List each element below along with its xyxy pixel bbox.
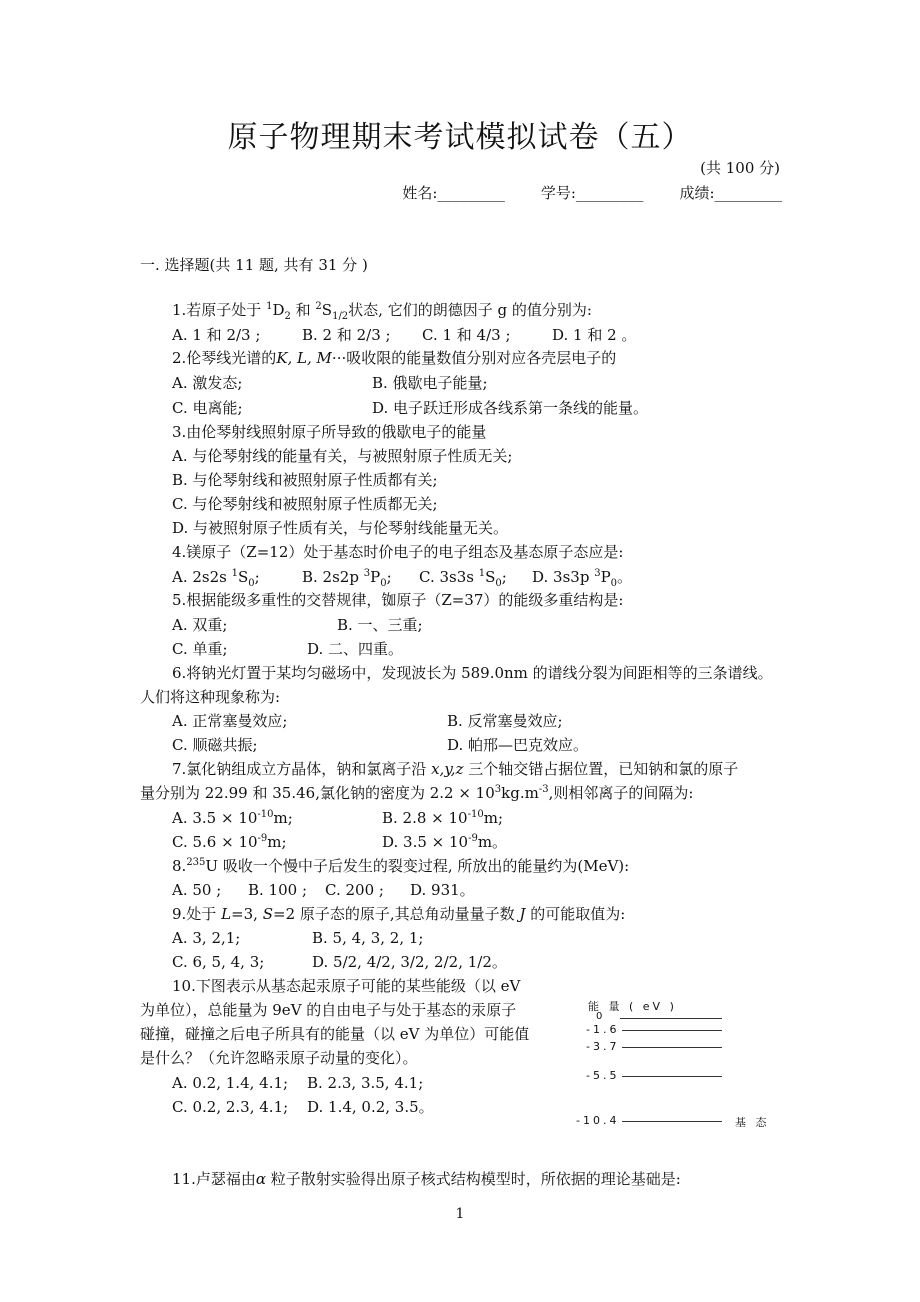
q10-option-d: D. 1.4, 0.2, 3.5。 xyxy=(307,1098,434,1116)
question-1-stem: 1.若原子处于 $^1D_2$ 和 $^2S_{1/2}$状态, 它们的朗德因子 g 的值分别为: xyxy=(172,301,592,322)
level-line-2 xyxy=(622,1047,722,1048)
q1-option-b: B. 2 和 2/3 ; xyxy=(302,326,391,344)
score-field-label: 成绩:_________ xyxy=(679,184,782,202)
q10-option-b: B. 2.3, 3.5, 4.1; xyxy=(307,1074,424,1092)
q3-option-c: C. 与伦琴射线和被照射原子性质都无关; xyxy=(172,495,438,513)
question-8-stem: 8.$^{235}$U 吸收一个慢中子后发生的裂变过程, 所放出的能量约为(MeV): xyxy=(172,857,630,875)
student-info-line xyxy=(402,182,782,203)
page-title: 原子物理期末考试模拟试卷（五） xyxy=(227,120,693,155)
level-line-1 xyxy=(622,1030,722,1031)
q10-option-a: A. 0.2, 1.4, 4.1; xyxy=(172,1074,289,1092)
question-11-stem: 11.卢瑟福由α 粒子散射实验得出原子核式结构模型时，所依据的理论基础是: xyxy=(172,1170,681,1188)
question-2-stem: 2.伦琴线光谱的K, L, M···吸收限的能量数值分别对应各壳层电子的 xyxy=(172,349,617,367)
q9-option-b: B. 5, 4, 3, 2, 1; xyxy=(312,929,424,947)
q8-option-d: D. 931。 xyxy=(410,881,475,899)
q7-option-a: A. $3.5 \times 10^{-10}m$; xyxy=(172,809,293,827)
q7-option-d: D. $3.5 \times 10^{-9}m$。 xyxy=(382,833,508,851)
level-line-4 xyxy=(622,1121,722,1122)
q2-option-c: C. 电离能; xyxy=(172,399,243,417)
level-label-0: 0 xyxy=(596,1011,606,1022)
q4-option-b: B. 2s2p $^3P_0$; xyxy=(302,568,392,589)
question-6-stem-cont: 人们将这种现象称为: xyxy=(140,688,281,706)
q2-option-b: B. 俄歇电子能量; xyxy=(372,374,488,392)
q7-option-c: C. $5.6 \times 10^{-9}m$; xyxy=(172,833,287,851)
q1-option-d: D. 1 和 2 。 xyxy=(552,326,637,344)
level-label-1: -1.6 xyxy=(586,1023,620,1036)
level-label-4: -10.4 xyxy=(576,1114,620,1127)
q3-option-a: A. 与伦琴射线的能量有关，与被照射原子性质无关; xyxy=(172,447,513,465)
q4-option-a: A. 2s2s $^1S_0$; xyxy=(172,568,260,589)
total-points: (共 100 分) xyxy=(700,159,780,177)
question-10-stem-line2: 为单位），总能量为 9eV 的自由电子与处于基态的汞原子 xyxy=(140,1001,517,1019)
q4-option-d: D. 3s3p $^3P_0$。 xyxy=(532,568,633,589)
ground-state-label: 基 态 xyxy=(735,1116,770,1129)
q9-option-c: C. 6, 5, 4, 3; xyxy=(172,953,265,971)
q3-option-b: B. 与伦琴射线和被照射原子性质都有关; xyxy=(172,471,438,489)
section-heading: 一. 选择题(共 11 题, 共有 31 分 ) xyxy=(140,256,368,274)
question-9-stem: 9.处于 L=3, S=2 原子态的原子,其总角动量量子数 J 的可能取值为: xyxy=(172,905,626,923)
student-id-field-label: 学号:_________ xyxy=(540,184,644,202)
q2-option-a: A. 激发态; xyxy=(172,374,243,392)
q10-option-c: C. 0.2, 2.3, 4.1; xyxy=(172,1098,289,1116)
question-10-stem-line3: 碰撞，碰撞之后电子所具有的能量（以 eV 为单位）可能值 xyxy=(140,1025,530,1043)
level-label-3: -5.5 xyxy=(586,1069,620,1082)
q5-option-a: A. 双重; xyxy=(172,616,228,634)
question-3-stem: 3.由伦琴射线照射原子所导致的俄歇电子的能量 xyxy=(172,423,487,441)
q8-option-c: C. 200 ; xyxy=(325,881,384,899)
q6-option-a: A. 正常塞曼效应; xyxy=(172,712,288,730)
question-7-stem: 7.氯化钠组成立方晶体，钠和氯离子沿 x,y,z 三个轴交错占据位置，已知钠和氯的原子 xyxy=(172,760,739,778)
q6-option-b: B. 反常塞曼效应; xyxy=(447,712,563,730)
level-label-2: -3.7 xyxy=(586,1040,620,1053)
question-6-stem: 6.将钠光灯置于某均匀磁场中，发现波长为 589.0nm 的谱线分裂为间距相等的三条谱线。 xyxy=(172,664,773,682)
energy-level-diagram xyxy=(570,993,800,1133)
question-10-stem-line4: 是什么？（允许忽略汞原子动量的变化）。 xyxy=(140,1049,418,1067)
level-line-0 xyxy=(620,1018,722,1019)
question-4-stem: 4.镁原子（Z=12）处于基态时价电子的电子组态及基态原子态应是: xyxy=(172,543,624,561)
q8-option-a: A. 50 ; xyxy=(172,881,222,899)
question-7-stem-cont: 量分别为 22.99 和 35.46,氯化钠的密度为 $2.2 \times 10^3kg.m^{-3}$,则相邻离子的间隔为: xyxy=(140,784,694,802)
name-field-label: 姓名:_________ xyxy=(402,184,505,202)
diagram-axis-label: 能 量 ( eV ) xyxy=(588,1000,677,1013)
q5-option-b: B. 一、三重; xyxy=(337,616,423,634)
q7-option-b: B. $2.8 \times 10^{-10}m$; xyxy=(382,809,503,827)
q6-option-d: D. 帕邢—巴克效应。 xyxy=(447,736,589,754)
question-10-stem: 10.下图表示从基态起汞原子可能的某些能级（以 eV xyxy=(172,977,521,995)
q1-option-a: A. 1 和 2/3 ; xyxy=(172,326,261,344)
q8-option-b: B. 100 ; xyxy=(248,881,308,899)
q6-option-c: C. 顺磁共振; xyxy=(172,736,258,754)
q1-option-c: C. 1 和 4/3 ; xyxy=(422,326,511,344)
question-5-stem: 5.根据能级多重性的交替规律，铷原子（Z=37）的能级多重结构是: xyxy=(172,591,624,609)
q9-option-a: A. 3, 2,1; xyxy=(172,929,241,947)
q5-option-d: D. 二、四重。 xyxy=(307,640,404,658)
q2-option-d: D. 电子跃迁形成各线系第一条线的能量。 xyxy=(372,399,649,417)
q3-option-d: D. 与被照射原子性质有关，与伦琴射线能量无关。 xyxy=(172,519,509,537)
q9-option-d: D. 5/2, 4/2, 3/2, 2/2, 1/2。 xyxy=(312,953,507,971)
q4-option-c: C. 3s3s $^1S_0$; xyxy=(419,568,507,589)
level-line-3 xyxy=(622,1076,722,1077)
q5-option-c: C. 单重; xyxy=(172,640,228,658)
page-number: 1 xyxy=(455,1206,465,1222)
